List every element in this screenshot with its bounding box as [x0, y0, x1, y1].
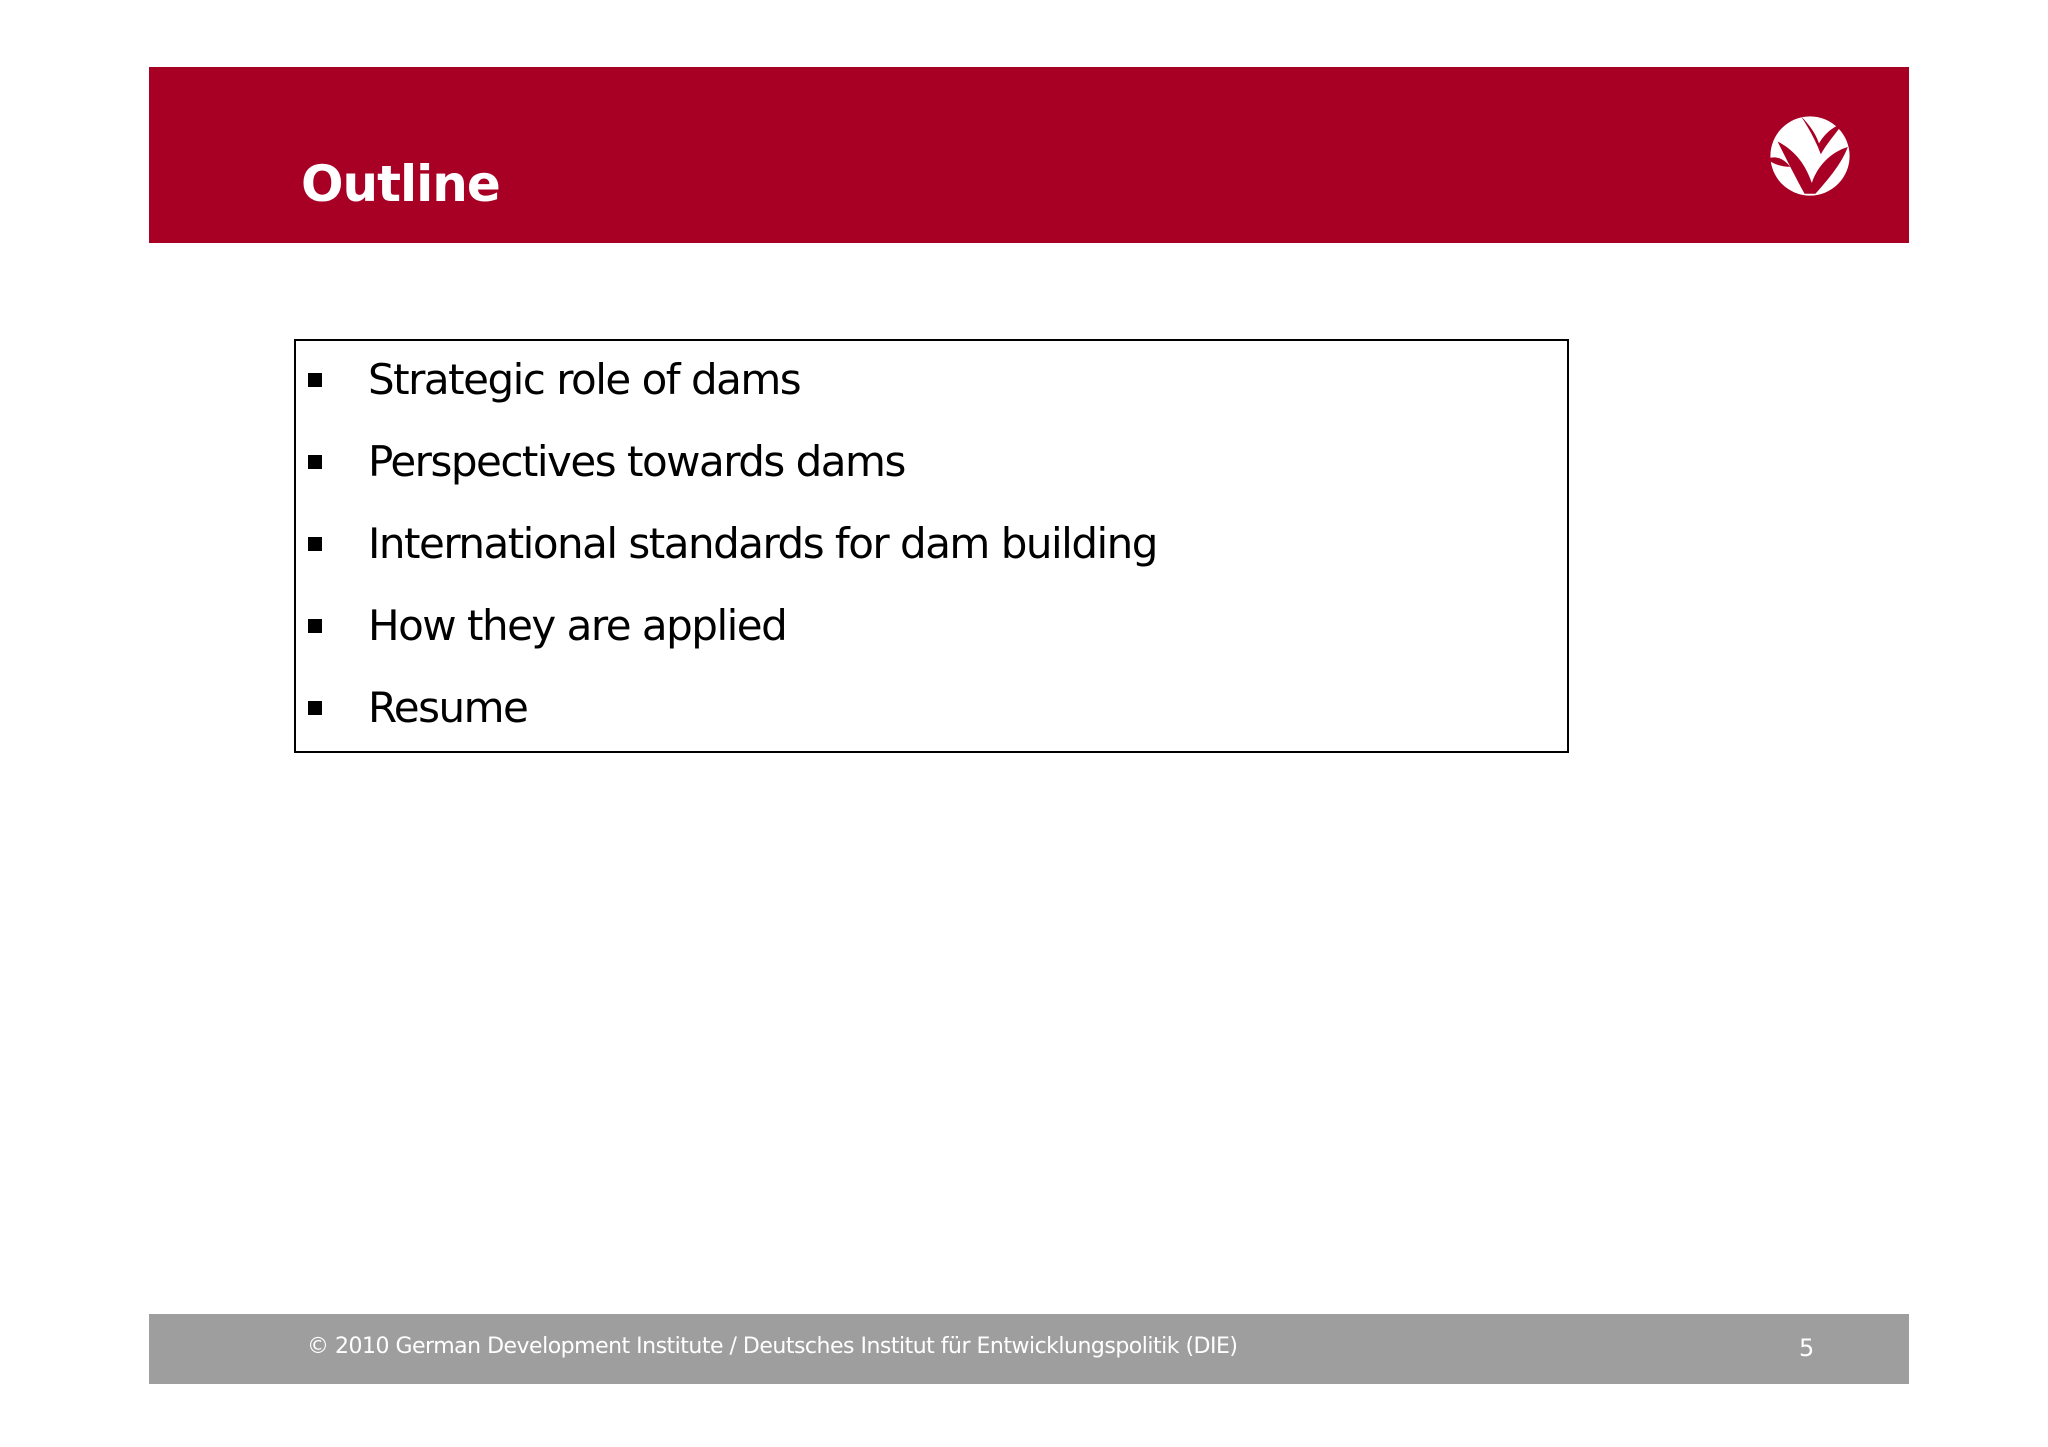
list-item-text: Strategic role of dams	[368, 355, 801, 404]
square-bullet-icon	[308, 537, 322, 551]
list-item-text: How they are applied	[368, 601, 787, 650]
list-item-text: Perspectives towards dams	[368, 437, 905, 486]
die-globe-logo-icon	[1765, 111, 1855, 201]
footer-copyright: © 2010 German Development Institute / Deutsches Institut für Entwicklungspolitik (DIE)	[307, 1334, 1238, 1359]
square-bullet-icon	[308, 373, 322, 387]
square-bullet-icon	[308, 455, 322, 469]
list-item-text: Resume	[368, 683, 528, 732]
square-bullet-icon	[308, 701, 322, 715]
outline-list	[296, 351, 1567, 761]
list-item-text: International standards for dam building	[368, 519, 1157, 568]
outline-box	[294, 339, 1569, 753]
header-band	[149, 67, 1909, 243]
list-item	[296, 679, 1567, 761]
list-item	[296, 597, 1567, 679]
footer-band	[149, 1314, 1909, 1384]
page-number: 5	[1799, 1334, 1815, 1362]
list-item	[296, 433, 1567, 515]
list-item	[296, 515, 1567, 597]
list-item	[296, 351, 1567, 433]
square-bullet-icon	[308, 619, 322, 633]
slide-title: Outline	[301, 155, 500, 213]
